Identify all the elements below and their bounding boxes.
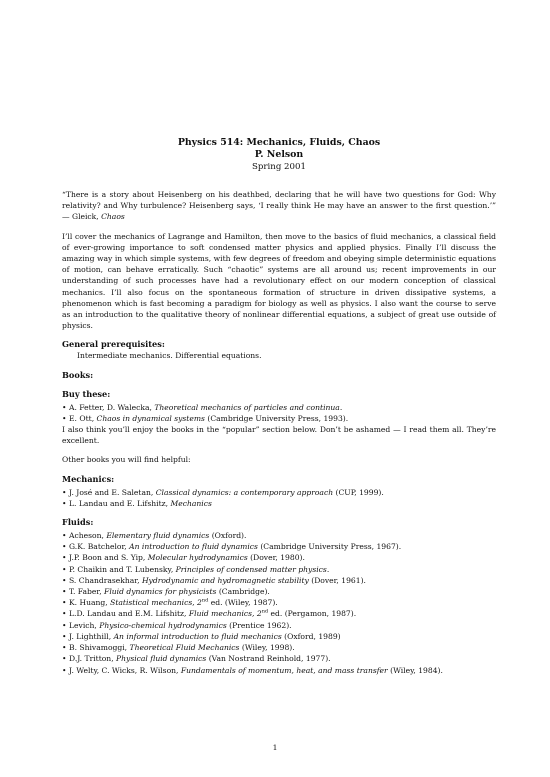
books-section bbox=[62, 370, 496, 381]
reference-item bbox=[62, 575, 496, 586]
reference-author: P. Chaikin and T. Lubensky, bbox=[69, 564, 176, 574]
reference-details: (Wiley, 1984). bbox=[387, 665, 443, 675]
bullet-icon: • bbox=[62, 542, 67, 552]
reference-author: K. Huang, bbox=[69, 598, 111, 608]
bullet-icon: • bbox=[62, 413, 67, 423]
bullet-icon: • bbox=[62, 609, 67, 619]
reference-item bbox=[62, 642, 496, 653]
reference-author: E. Ott, bbox=[69, 413, 97, 423]
reference-title: An informal introduction to fluid mechanics bbox=[113, 631, 282, 641]
reference-details: (Van Nostrand Reinhold, 1977). bbox=[206, 654, 331, 664]
reference-title: Elementary fluid dynamics bbox=[106, 531, 210, 541]
reference-title: Principles of condensed matter physics bbox=[175, 564, 327, 574]
reference-title: Physico-chemical hydrodynamics bbox=[99, 620, 227, 630]
edition-superscript: nd bbox=[201, 597, 209, 604]
reference-author: J. Lighthill, bbox=[69, 631, 114, 641]
books-heading: Books: bbox=[62, 369, 94, 380]
buy-note: I also think you’ll enjoy the books in the “popular” section below. Don’t be ashamed — I read them all. They’re excellent. bbox=[62, 425, 496, 446]
reference-title: Mechanics bbox=[170, 498, 212, 508]
reference-item bbox=[62, 631, 496, 642]
mechanics-heading: Mechanics: bbox=[62, 473, 115, 484]
reference-item bbox=[62, 586, 496, 597]
bullet-icon: • bbox=[62, 564, 67, 574]
reference-details: (Oxford, 1989) bbox=[281, 631, 341, 641]
reference-author: L. Landau and E. Lifshitz, bbox=[69, 498, 171, 508]
reference-item bbox=[62, 653, 496, 664]
reference-details: . bbox=[339, 402, 343, 412]
bullet-icon: • bbox=[62, 575, 67, 585]
reference-item bbox=[62, 620, 496, 631]
fluids-section bbox=[62, 517, 496, 676]
reference-author: D.J. Tritton, bbox=[69, 654, 117, 664]
reference-author: G.K. Batchelor, bbox=[69, 542, 130, 552]
quote-source: Chaos bbox=[101, 212, 125, 222]
reference-details: (Cambridge University Press, 1967). bbox=[257, 542, 402, 552]
reference-author: B. Shivamoggi, bbox=[69, 643, 130, 653]
bullet-icon: • bbox=[62, 487, 67, 497]
fluids-list bbox=[62, 530, 496, 676]
reference-item bbox=[62, 564, 496, 575]
reference-title: An introduction to fluid dynamics bbox=[129, 542, 258, 552]
quote-text: “There is a story about Heisenberg on his deathbed, declaring that he will have two questions for God: Why relativity? and Why turbulence? Heisenberg says, ‘I really think He may have an answer to the first question.’” — Gleick, bbox=[62, 190, 496, 222]
reference-details: (CUP, 1999). bbox=[333, 487, 384, 497]
course-author: P. Nelson bbox=[254, 149, 304, 160]
bullet-icon: • bbox=[62, 498, 67, 508]
reference-author: A. Fetter, D. Walecka, bbox=[69, 402, 155, 412]
reference-details: (Prentice 1962). bbox=[226, 620, 292, 630]
bullet-icon: • bbox=[62, 531, 67, 541]
buy-list bbox=[62, 402, 496, 424]
bullet-icon: • bbox=[62, 587, 67, 597]
reference-item bbox=[62, 530, 496, 541]
intro-paragraph: I’ll cover the mechanics of Lagrange and Hamilton, then move to the basics of fluid mechanics, a classical field of ever-growing importance to soft condensed matter physics and applied physics. Finally I’ll discuss the amazing way in which simple systems, with few degrees of freedom and obeying simple deterministic equations of motion, can behave erratically. Such “chaotic” systems are all around us; recent improvements in our understanding of such processes have had a revolutionary effect on our modern conception of classical mechanics. I’ll also focus on the spontaneous formation of structure in driven dissipative systems, a phenomenon which is fast becoming a paradigm for biology as well as physics. I also want the course to serve as an introduction to the qualitative theory of nonlinear differential equations, a subject of great use outside of physics. bbox=[62, 231, 496, 331]
reference-title: Statistical mechanics, 2 bbox=[110, 598, 202, 608]
reference-details: . bbox=[326, 564, 330, 574]
bullet-icon: • bbox=[62, 631, 67, 641]
reference-title: Chaos in dynamical systems bbox=[96, 413, 205, 423]
reference-title: Theoretical mechanics of particles and continua bbox=[154, 402, 340, 412]
reference-item bbox=[62, 487, 496, 498]
reference-author: Acheson, bbox=[69, 531, 107, 541]
reference-title: Classical dynamics: a contemporary approach bbox=[155, 487, 334, 497]
title-block bbox=[62, 137, 496, 173]
buy-section bbox=[62, 389, 496, 447]
reference-author: J.P. Boon and S. Yip, bbox=[69, 553, 148, 563]
reference-details: ed. (Wiley, 1987). bbox=[208, 598, 278, 608]
bullet-icon: • bbox=[62, 654, 67, 664]
reference-item bbox=[62, 552, 496, 563]
bullet-icon: • bbox=[62, 643, 67, 653]
document-page bbox=[62, 137, 496, 676]
bullet-icon: • bbox=[62, 665, 67, 675]
mechanics-list bbox=[62, 487, 496, 509]
bullet-icon: • bbox=[62, 402, 67, 412]
bullet-icon: • bbox=[62, 553, 67, 563]
course-term: Spring 2001 bbox=[252, 162, 306, 172]
course-title: Physics 514: Mechanics, Fluids, Chaos bbox=[177, 137, 381, 148]
reference-item bbox=[62, 498, 496, 509]
reference-item bbox=[62, 541, 496, 552]
reference-details: (Dover, 1980). bbox=[247, 553, 305, 563]
reference-item bbox=[62, 665, 496, 676]
page-number: 1 bbox=[272, 743, 278, 752]
reference-details: (Cambridge). bbox=[216, 587, 270, 597]
reference-details: (Cambridge University Press, 1993). bbox=[204, 413, 349, 423]
edition-superscript: nd bbox=[261, 608, 269, 615]
reference-details: (Wiley, 1998). bbox=[239, 643, 295, 653]
reference-details: (Oxford). bbox=[209, 531, 247, 541]
fluids-heading: Fluids: bbox=[62, 517, 94, 528]
reference-title: Theoretical Fluid Mechanics bbox=[129, 643, 240, 653]
reference-title: Fluid dynamics for physicists bbox=[104, 587, 217, 597]
prerequisites-text: Intermediate mechanics. Differential equations. bbox=[77, 351, 262, 361]
bullet-icon: • bbox=[62, 620, 67, 630]
reference-item bbox=[62, 608, 496, 619]
reference-author: Levich, bbox=[69, 620, 100, 630]
buy-heading: Buy these: bbox=[62, 388, 111, 399]
prerequisites-section bbox=[62, 339, 496, 361]
reference-details: ed. (Pergamon, 1987). bbox=[268, 609, 357, 619]
reference-title: Physical fluid dynamics bbox=[116, 654, 207, 664]
epigraph-quote bbox=[62, 189, 496, 223]
reference-title: Fluid mechanics, 2 bbox=[188, 609, 262, 619]
reference-author: L.D. Landau and E.M. Lifshitz, bbox=[69, 609, 189, 619]
reference-item bbox=[62, 402, 496, 413]
reference-item bbox=[62, 413, 496, 424]
reference-title: Hydrodynamic and hydromagnetic stability bbox=[141, 575, 309, 585]
mechanics-section bbox=[62, 474, 496, 509]
reference-title: Molecular hydrodynamics bbox=[147, 553, 248, 563]
reference-details: (Dover, 1961). bbox=[308, 575, 366, 585]
reference-author: J. José and E. Saletan, bbox=[69, 487, 156, 497]
reference-item bbox=[62, 597, 496, 608]
reference-author: T. Faber, bbox=[69, 587, 105, 597]
bullet-icon: • bbox=[62, 598, 67, 608]
reference-title: Fundamentals of momentum, heat, and mass transfer bbox=[180, 665, 388, 675]
reference-author: J. Welty, C. Wicks, R. Wilson, bbox=[69, 665, 181, 675]
prerequisites-heading: General prerequisites: bbox=[62, 339, 165, 350]
other-books-text: Other books you will find helpful: bbox=[62, 455, 191, 465]
reference-author: S. Chandrasekhar, bbox=[69, 575, 142, 585]
